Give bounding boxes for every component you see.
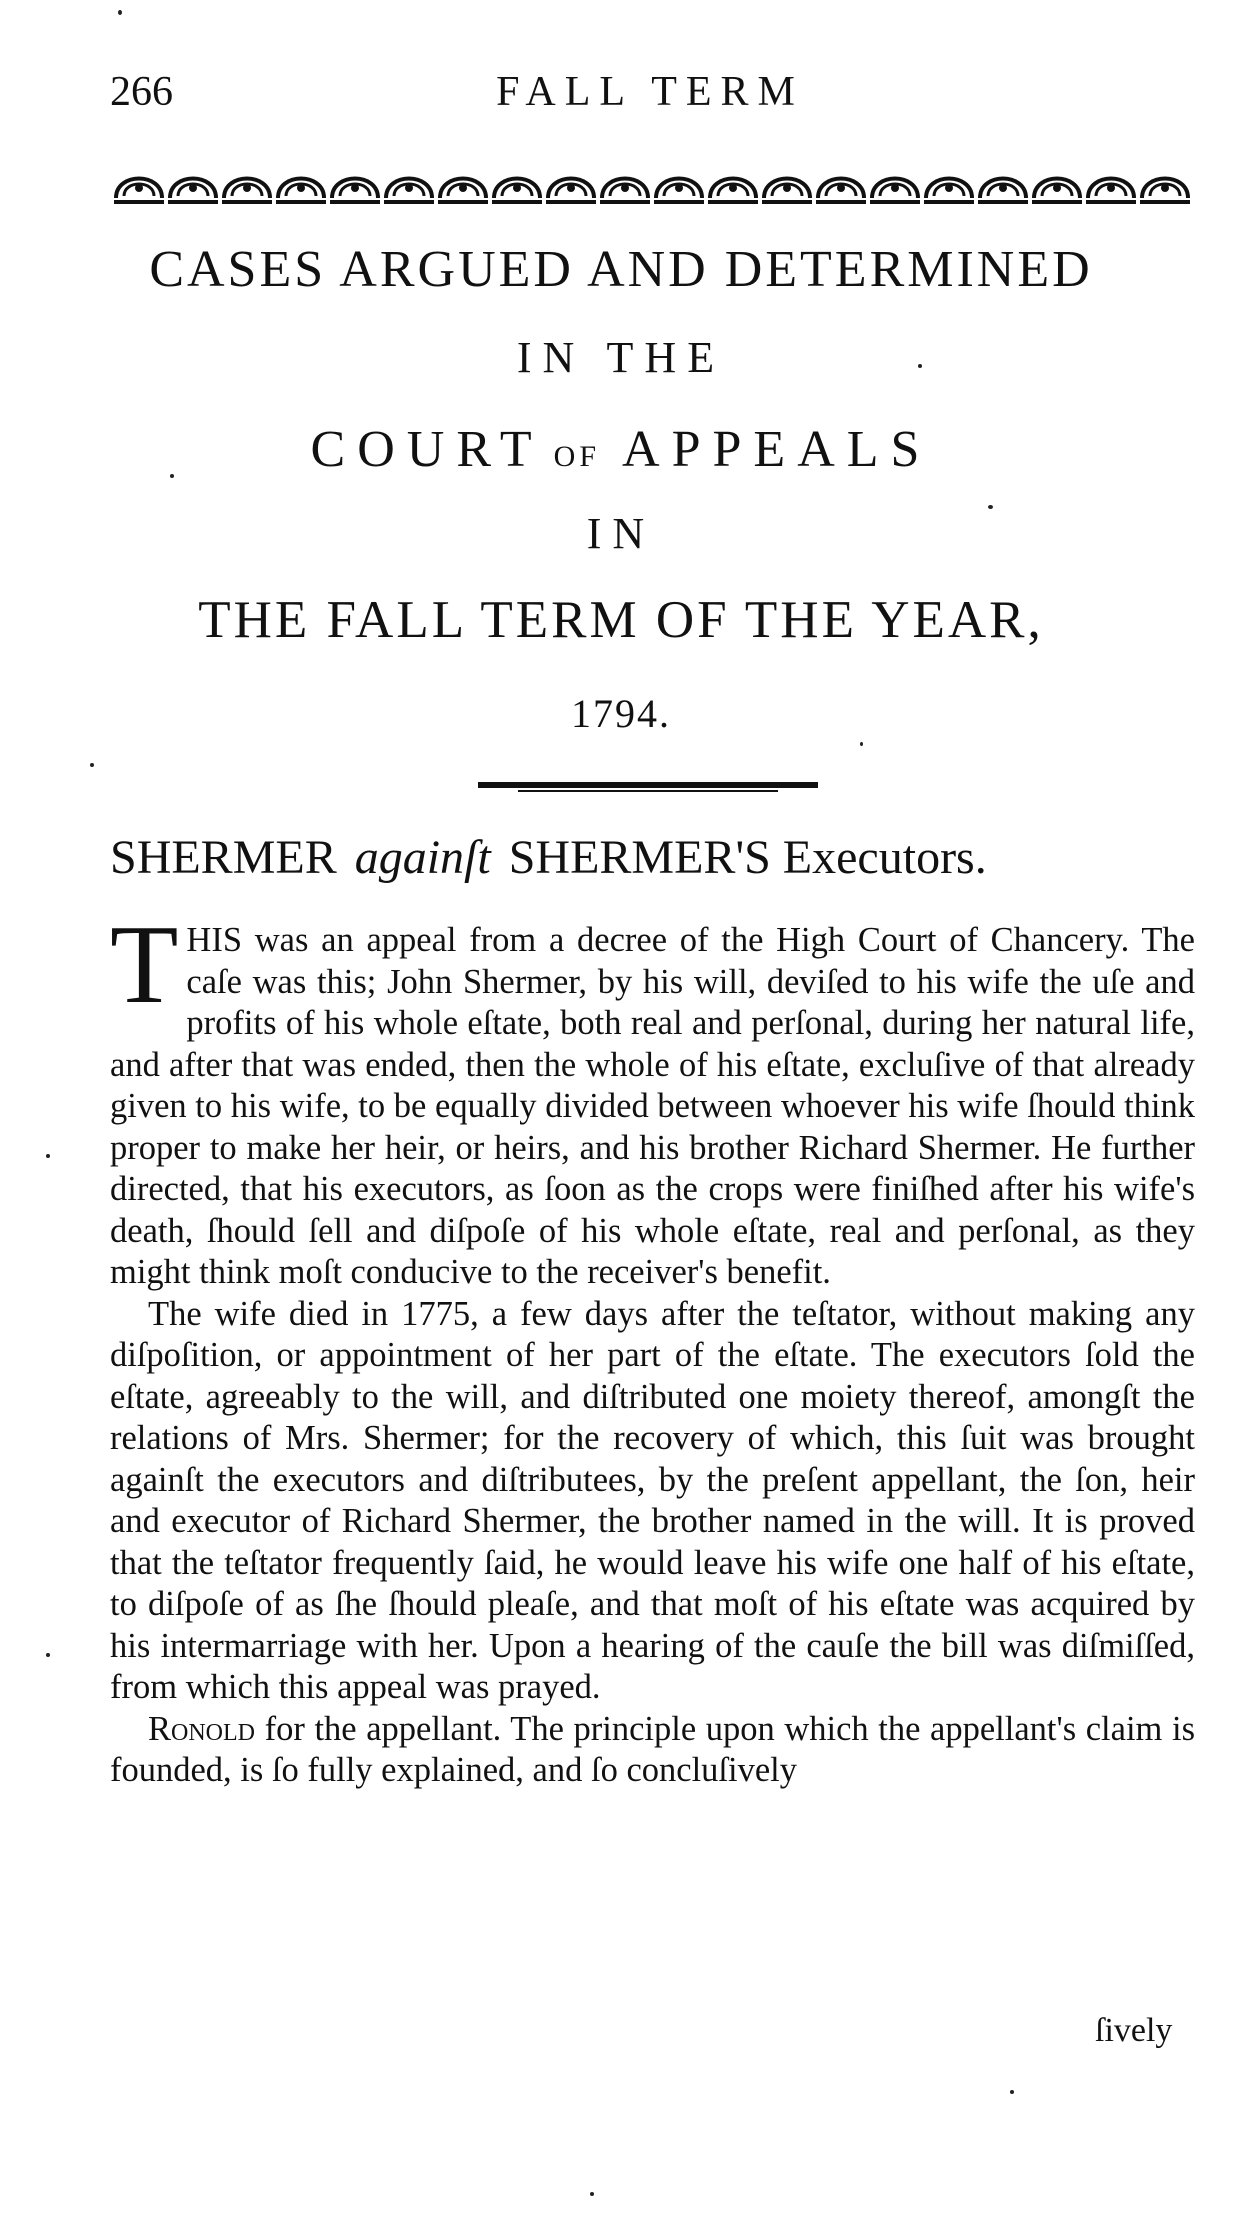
heading-in-the: IN THE xyxy=(516,333,726,382)
drop-cap: T xyxy=(110,903,179,1027)
heading-court: COURT xyxy=(310,421,544,478)
running-title: FALL TERM xyxy=(496,69,804,115)
heading-cases-argued: CASES ARGUED AND DETERMINED xyxy=(149,241,1093,298)
print-speck xyxy=(918,364,922,368)
body-text xyxy=(110,903,1195,1792)
print-speck xyxy=(46,1154,50,1158)
running-head xyxy=(110,68,1190,128)
counsel-name: Ronold xyxy=(148,1709,255,1748)
heading-of: OF xyxy=(553,440,601,473)
case-title xyxy=(110,830,1195,885)
print-speck xyxy=(1010,2090,1014,2094)
heading-court-of-appeals xyxy=(0,420,1242,479)
print-speck xyxy=(118,10,122,15)
print-speck xyxy=(46,1653,50,1657)
heading-in: IN xyxy=(586,509,656,558)
paragraph-1-text: HIS was an appeal from a decree of the High Court of Chancery. The caſe was this; John Shermer, by his will, deviſed to his wife the uſe and profits of his whole eſtate, both real and perſonal, during her natural life, and after that was ended, then the whole of his eſtate, excluſive of that already given to his wife, to be equally divided between whoever his wife ſhould think proper to make her heir, or heirs, and his brother Richard Shermer. He further directed, that his executors, as ſoon as the crops were finiſhed after his wife's death, ſhould ſell and diſpoſe of his whole eſtate, real and perſonal, as they might think moſt conducive to the receiver's benefit. xyxy=(110,921,1195,1291)
paragraph-3-text: for the appellant. The principle upon which the appellant's claim is founded, is ſo fully explained, and ſo concluſively xyxy=(110,1709,1195,1789)
section-divider xyxy=(478,778,818,794)
print-speck xyxy=(90,763,94,767)
case-plaintiff: SHERMER xyxy=(110,831,337,884)
heading-fall-term-year: THE FALL TERM OF THE YEAR, xyxy=(198,591,1044,649)
print-speck xyxy=(988,505,993,509)
paragraph-2: The wife died in 1775, a few days after the teſtator, without making any diſpoſition, or appointment of her part of the eſtate. The executors ſold the eſtate, agreeably to the will, and diſtributed one moiety thereof, amongſt the relations of Mrs. Shermer; for the recovery of which, this ſuit was brought againſt the executors and diſtributees, by the preſent appellant, the ſon, heir and executor of Richard Shermer, the brother named in the will. It is proved that the teſtator frequently ſaid, he would leave his wife one half of his eſtate, to diſpoſe of as ſhe ſhould pleaſe, and that moſt of his eſtate was acquired by his intermarriage with her. Upon a hearing of the cauſe the bill was diſmiſſed, from which this appeal was prayed. xyxy=(110,1294,1195,1706)
paragraph-1 xyxy=(110,903,1195,1294)
case-executors: Executors. xyxy=(782,831,987,884)
case-defendant: SHERMER'S xyxy=(508,831,771,884)
print-speck xyxy=(860,742,863,746)
print-speck xyxy=(170,474,174,478)
catchword: ſively xyxy=(1095,2012,1173,2049)
paragraph-3 xyxy=(110,1709,1195,1792)
heading-year: 1794. xyxy=(571,691,671,736)
ornamental-border xyxy=(112,162,1192,208)
print-speck xyxy=(590,2192,594,2196)
page-number: 266 xyxy=(110,69,173,115)
case-against: againſt xyxy=(354,831,491,884)
heading-appeals: APPEALS xyxy=(622,421,932,478)
